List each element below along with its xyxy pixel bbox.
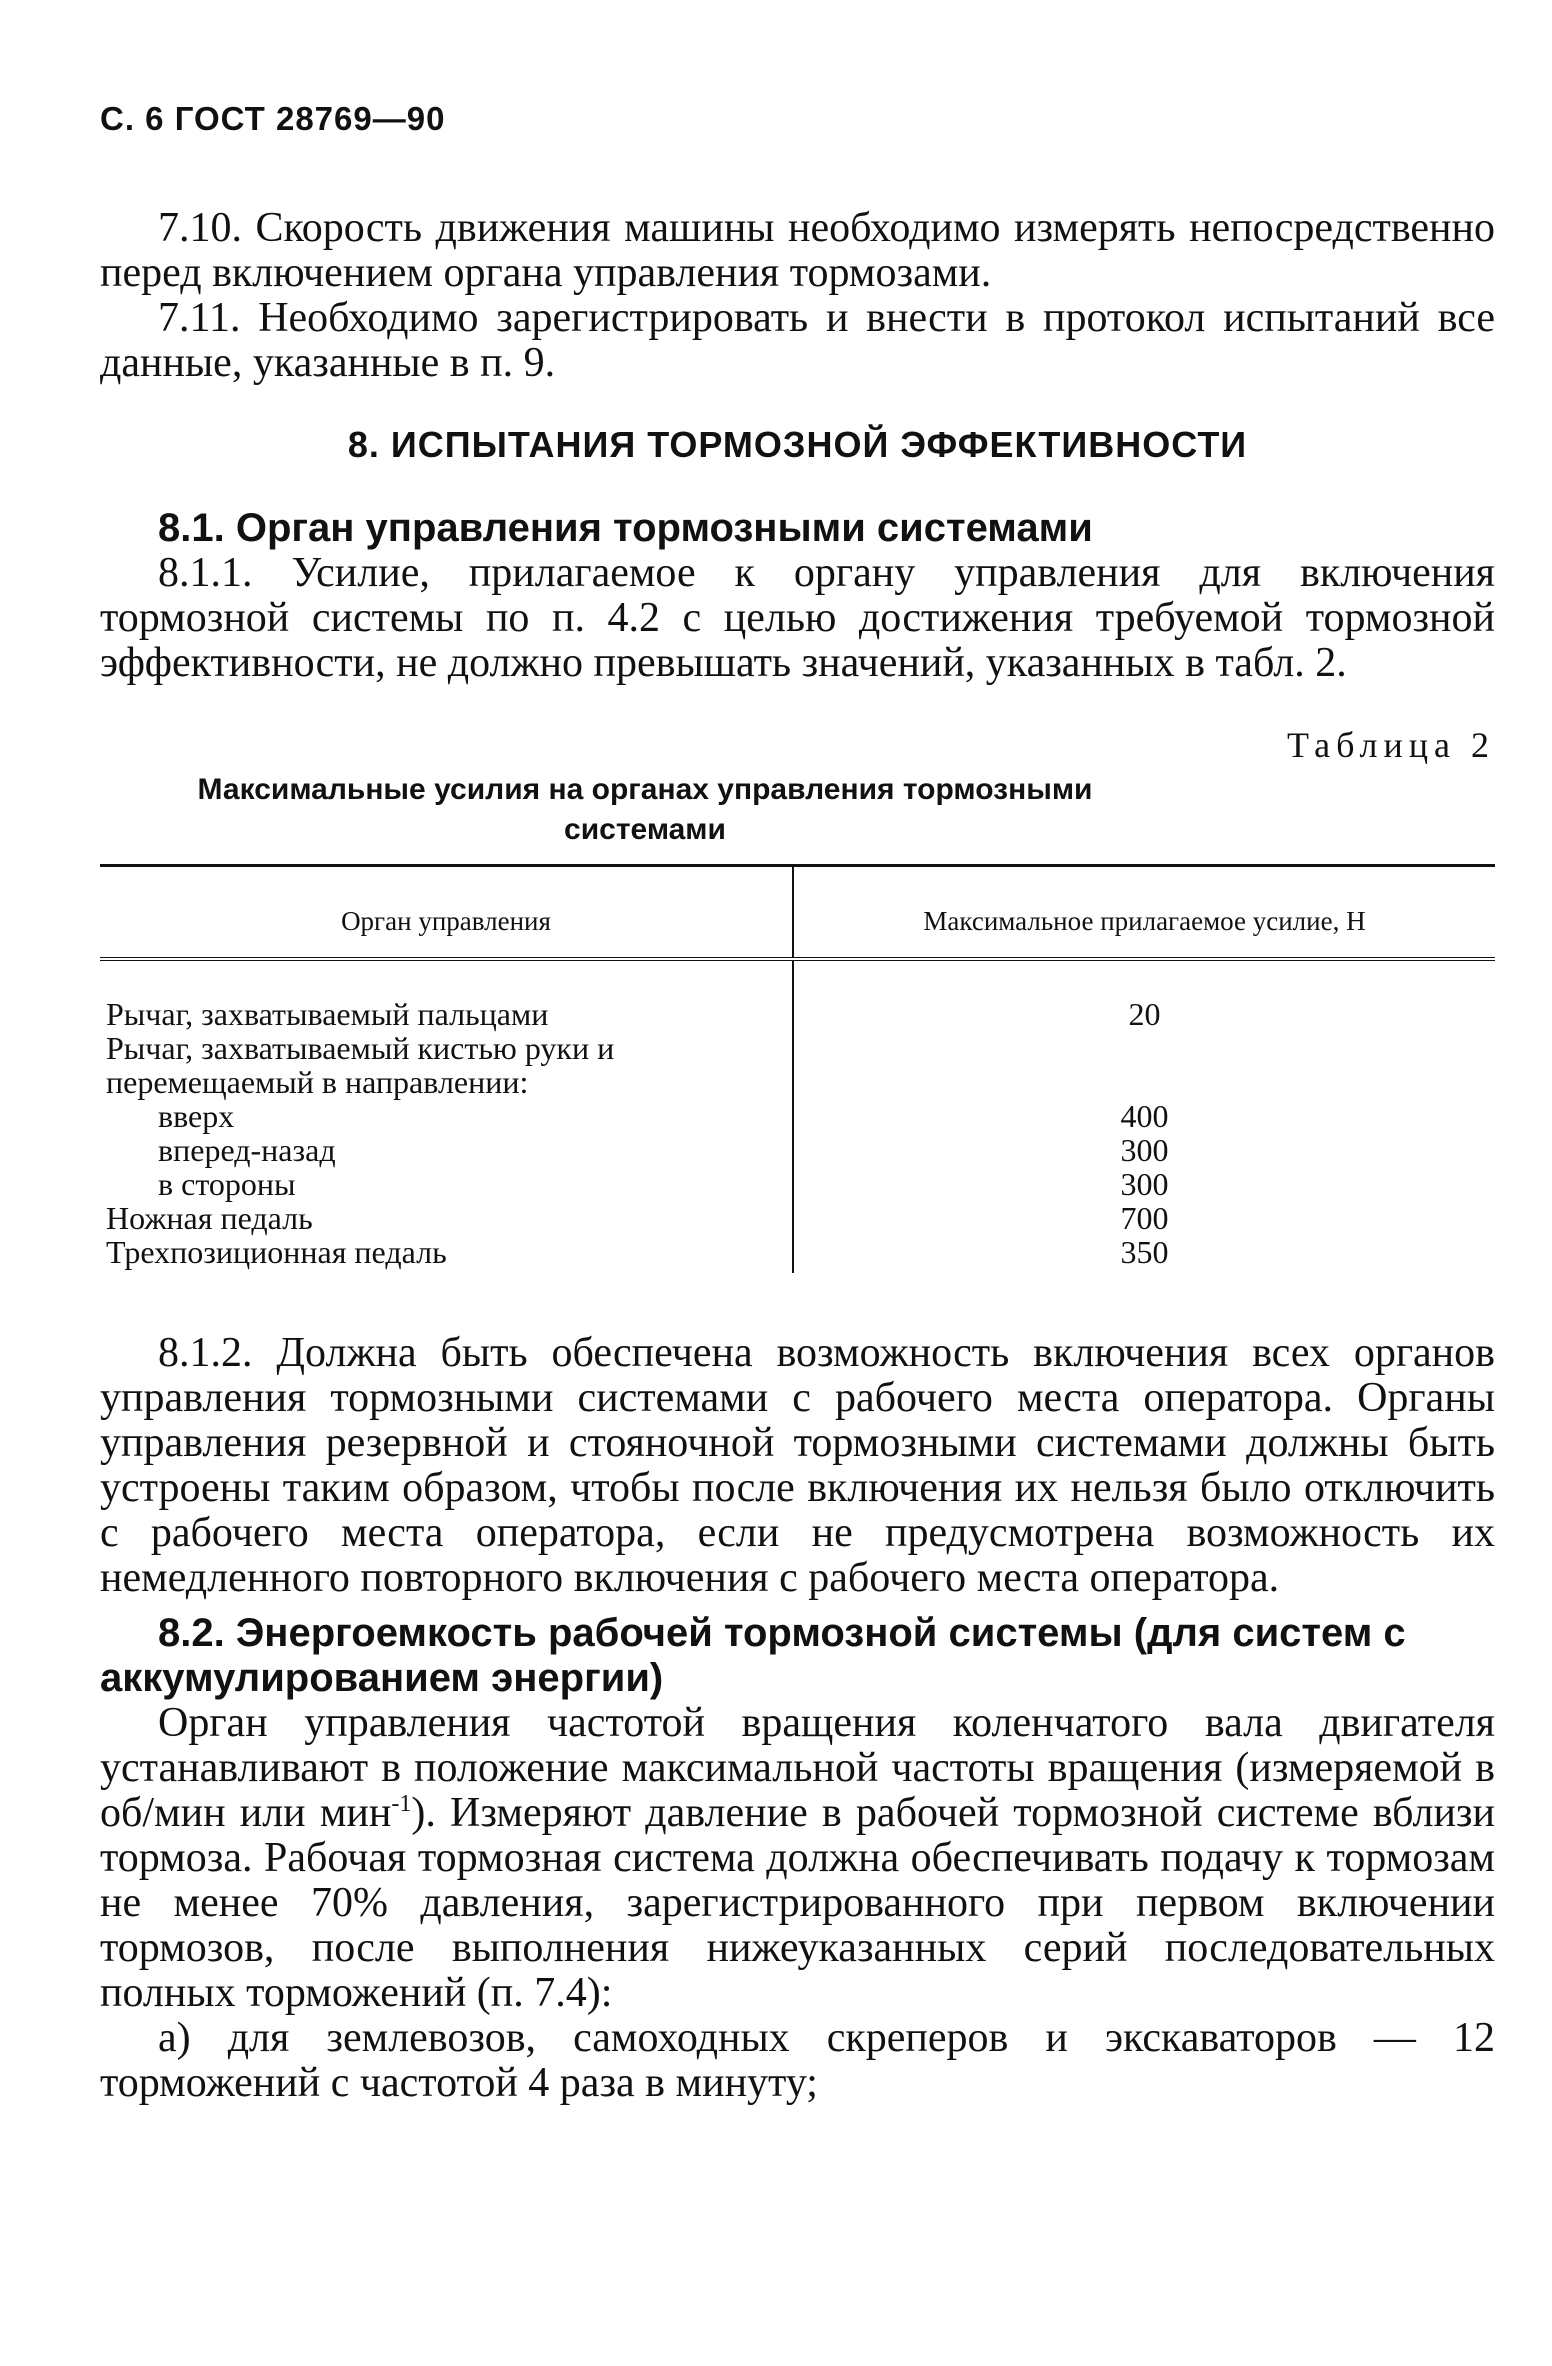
table-row [100,1235,1495,1273]
table-row [100,959,1495,1031]
paragraph-7-11: 7.11. Необходимо зарегистрировать и внести в протокол испытаний все данные, указанные в п. 9. [100,295,1495,386]
superscript-minus-one: -1 [391,1791,412,1817]
subsection-8-1-title: 8.1. Орган управления тормозными системами [158,506,1093,550]
row-name: в стороны [100,1167,793,1201]
paragraph-7-10: 7.10. Скорость движения машины необходимо измерять непосредственно перед включением органа управления тормозами. [100,205,1495,296]
row-value: 300 [1120,1132,1169,1168]
paragraph-8-2-part-a: Орган управления частотой вращения коленчатого вала двигателя устанавливают в положение максимальной частоты вращения (измеряемой в об/мин или мин [100,1700,1495,1836]
page-header: С. 6 ГОСТ 28769—90 [100,100,446,137]
col-header-force: Максимальное прилагаемое усилие, Н [793,866,1495,960]
table-row [100,1201,1495,1235]
table-caption: Максимальные усилия на органах управления тормозными системами [197,773,1093,846]
list-item-a: а) для землевозов, самоходных скреперов и экскаваторов — 12 торможений с частотой 4 раза в минуту; [100,2015,1495,2106]
document-page [100,100,1495,2106]
table-label: Таблица 2 [1287,725,1495,765]
subsection-8-2-title: 8.2. Энергоемкость рабочей тормозной системы (для систем с аккумулированием энергии) [100,1611,1406,1700]
row-name: Рычаг, захватываемый кистью руки и перемещаемый в направлении: [100,1031,793,1099]
forces-table [100,864,1495,1273]
row-name: Ножная педаль [100,1201,793,1235]
row-value: 20 [1128,996,1161,1032]
paragraph-8-2 [100,1701,1495,2016]
table-row [100,1099,1495,1133]
row-value: 700 [1120,1200,1169,1236]
row-value: 300 [1120,1166,1169,1202]
col-header-control: Орган управления [100,866,793,960]
row-name: Рычаг, захватываемый пальцами [100,959,793,1031]
table-header-row [100,866,1495,960]
row-value: 350 [1120,1234,1169,1270]
row-value [793,1031,1495,1099]
paragraph-8-1-2: 8.1.2. Должна быть обеспечена возможность включения всех органов управления тормозными системами с рабочего места оператора. Органы управления резервной и стояночной тормозными системами должны быть устроены таким образом, чтобы после включения их нельзя было отключить с рабочего места оператора, если не предусмотрена возможность их немедленного повторного включения с рабочего места оператора. [100,1330,1495,1601]
table-row [100,1031,1495,1099]
row-value: 400 [1120,1098,1169,1134]
row-name: вперед-назад [100,1133,793,1167]
paragraph-8-1-1: 8.1.1. Усилие, прилагаемое к органу управления для включения тормозной системы по п. 4.2 с целью достижения требуемой тормозной эффективности, не должно превышать значений, указанных в табл. 2. [100,550,1495,686]
table-row [100,1133,1495,1167]
row-name: вверх [100,1099,793,1133]
paragraph-8-2-part-b: ). Измеряют давление в рабочей тормозной системе вблизи тормоза. Рабочая тормозная система должна обеспечивать подачу к тормозам не менее 70% давления, зарегистрированного при первом включении тормозов, после выполнения нижеуказанных серий последовательных полных торможений (п. 7.4): [100,1790,1496,2016]
table-row [100,1167,1495,1201]
section-8-title: 8. ИСПЫТАНИЯ ТОРМОЗНОЙ ЭФФЕКТИВНОСТИ [347,424,1248,465]
row-name: Трехпозиционная педаль [100,1235,793,1273]
